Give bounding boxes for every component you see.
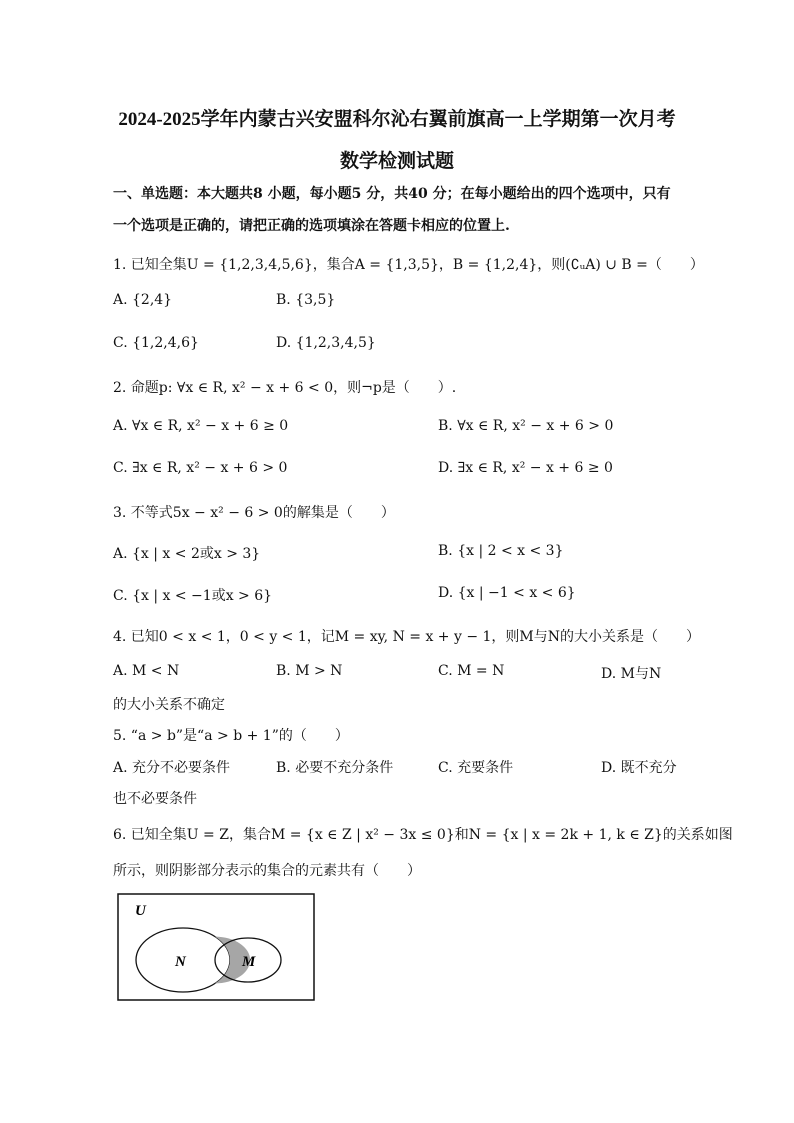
section-instructions-line1: 一、单选题：本大题共8 小题，每小题5 分，共40 分；在每小题给出的四个选项中，只有: [113, 186, 671, 202]
question-2-option-b: B. ∀x ∈ R, x² − x + 6 > 0: [438, 418, 614, 434]
set-m-label: M: [242, 954, 256, 970]
question-3-option-b: B. {x | 2 < x < 3}: [438, 543, 564, 559]
question-3-stem: 3. 不等式5x − x² − 6 > 0的解集是（ ）: [113, 505, 395, 521]
venn-diagram: [117, 893, 317, 1003]
question-4-option-a: A. M < N: [113, 663, 180, 679]
question-2-option-c: C. ∃x ∈ R, x² − x + 6 > 0: [113, 460, 288, 476]
question-1-stem: 1. 已知全集U = {1,2,3,4,5,6}，集合A = {1,3,5}，B = {1,2,4}，则(∁ᵤA) ∪ B =（ ）: [113, 257, 704, 273]
question-2-option-a: A. ∀x ∈ R, x² − x + 6 ≥ 0: [113, 418, 289, 434]
question-5-option-d: D. 既不充分: [601, 760, 677, 776]
question-4-option-c: C. M = N: [438, 663, 505, 679]
question-4-option-d: D. M与N: [601, 666, 662, 682]
set-n-label: N: [175, 954, 186, 970]
universe-label: U: [135, 903, 146, 919]
question-3-option-d: D. {x | −1 < x < 6}: [438, 585, 576, 601]
question-2-stem: 2. 命题p: ∀x ∈ R, x² − x + 6 < 0，则¬p是（ ）.: [113, 380, 457, 396]
exam-title: 2024-2025学年内蒙古兴安盟科尔沁右翼前旗高一上学期第一次月考: [118, 109, 676, 130]
question-3-option-a: A. {x | x < 2或x > 3}: [113, 546, 261, 562]
question-2-option-d: D. ∃x ∈ R, x² − x + 6 ≥ 0: [438, 460, 613, 476]
question-1-option-a: A. {2,4}: [113, 292, 173, 308]
question-5-option-a: A. 充分不必要条件: [113, 760, 231, 776]
question-1-option-b: B. {3,5}: [276, 292, 336, 308]
question-5-option-b: B. 必要不充分条件: [276, 760, 394, 776]
section-instructions-line2: 一个选项是正确的，请把正确的选项填涂在答题卡相应的位置上.: [113, 218, 510, 234]
exam-subtitle: 数学检测试题: [339, 151, 454, 172]
question-5-option-c: C. 充要条件: [438, 760, 514, 776]
question-1-option-d: D. {1,2,3,4,5}: [276, 335, 376, 351]
question-5-option-d-wrap: 也不必要条件: [113, 791, 197, 807]
question-4-option-d-wrap: 的大小关系不确定: [113, 697, 225, 713]
question-1-option-c: C. {1,2,4,6}: [113, 335, 199, 351]
question-6-stem: 6. 已知全集U = Z，集合M = {x ∈ Z | x² − 3x ≤ 0}和N = {x | x = 2k + 1, k ∈ Z}的关系如图: [113, 827, 733, 843]
question-4-option-b: B. M > N: [276, 663, 343, 679]
question-4-stem: 4. 已知0 < x < 1，0 < y < 1，记M = xy, N = x + y − 1，则M与N的大小关系是（ ）: [113, 629, 701, 645]
question-3-option-c: C. {x | x < −1或x > 6}: [113, 588, 273, 604]
question-6-stem-wrap: 所示，则阴影部分表示的集合的元素共有（ ）: [113, 863, 421, 879]
question-5-stem: 5. “a > b”是“a > b + 1”的（ ）: [113, 728, 349, 744]
